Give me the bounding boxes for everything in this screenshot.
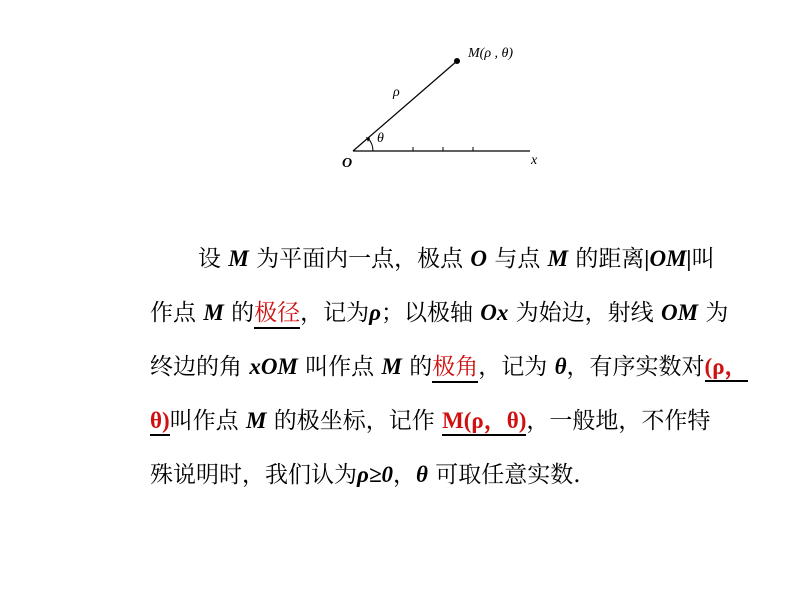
term-polar-angle: 极角	[432, 354, 478, 383]
polar-coordinate-diagram	[330, 30, 560, 180]
rho-label: ρ	[393, 85, 400, 100]
theta-label: θ	[377, 131, 384, 146]
origin-label: O	[342, 156, 353, 171]
ordered-pair-part-1: (ρ，	[705, 354, 748, 382]
point-m	[454, 58, 460, 64]
paragraph-line-1: 设 M 为平面内一点，极点 O 与点 M 的距离|OM|叫	[198, 246, 715, 272]
ordered-pair-part-2: θ)	[150, 408, 170, 436]
term-polar-radius: 极径	[254, 300, 300, 329]
point-m-label: M(ρ , θ)	[468, 46, 514, 61]
paragraph-line-2: 作点 M 的极径，记为ρ；以极轴 Ox 为始边，射线 OM 为	[150, 286, 745, 340]
x-axis-label: x	[531, 153, 538, 168]
paragraph-line-3: 终边的角 xOM 叫作点 M 的极角，记为 θ，有序实数对(ρ，	[150, 340, 745, 394]
ray-om	[353, 61, 457, 151]
paragraph-line-5: 殊说明时，我们认为ρ≥0，θ 可取任意实数.	[150, 462, 581, 488]
paragraph-line-4: θ)叫作点 M 的极坐标，记作 M(ρ，θ)，一般地，不作特	[150, 408, 711, 434]
definition-paragraph	[150, 232, 748, 502]
polar-coordinate-notation: M(ρ，θ)	[442, 408, 526, 436]
